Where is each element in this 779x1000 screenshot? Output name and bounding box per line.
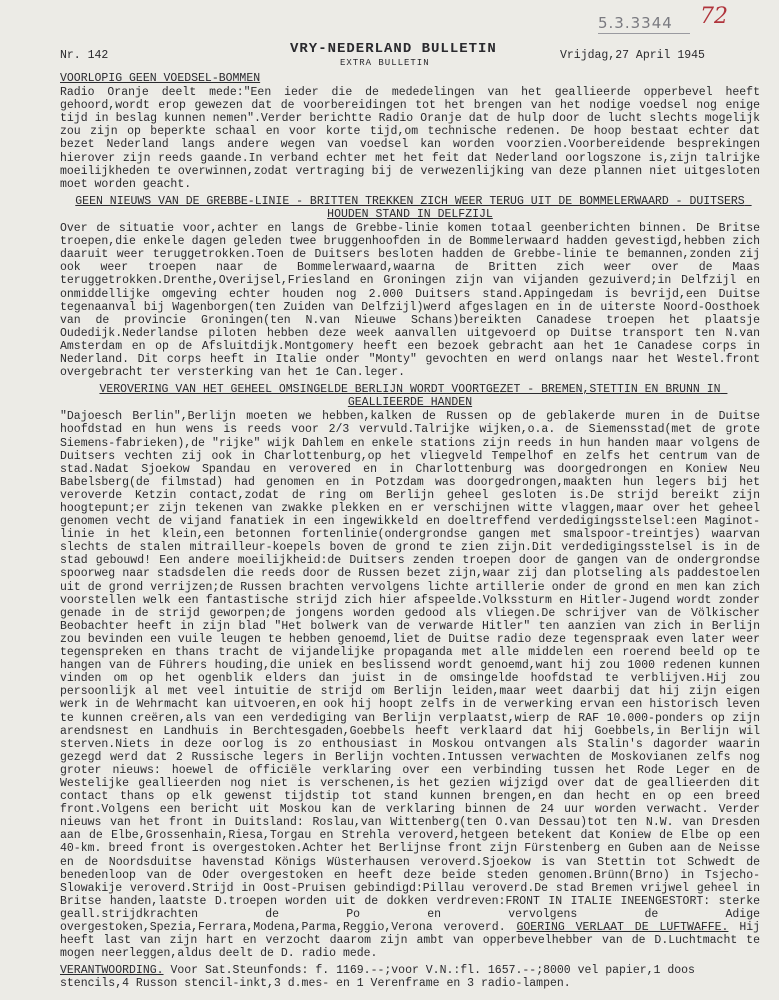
bulletin-title: VRY-NEDERLAND BULLETIN [290,41,497,57]
archive-code-underline [598,33,690,34]
section-body-text: "Dajoesch Berlin",Berlijn moeten we hebben,kalken de Russen op de geblakerde muren in de Duitse hoofdstad en hun wens is reeds voor 2/3 vervuld.Talrijke wijken,o.a. de Siemensstad(met de grote Siemens-fabrieken),de "rijke" wijk Dahlem en enkele stations zijn reeds in hun handen maar volgens de Duitsers vechten zij ook in Charlottenburg,op het vliegveld Tempelhof en zelfs het centrum van de stad.Nadat Sjoekow Spandau en verovered en in Charlottenburg was doorgedrongen en Koniew Neu Babelsberg(de filmstad) had genomen en in Potzdam was doorgedrongen,maakten hun legers bij het veroverde Ketzin contact,zodat de ring om Berlijn geheel gesloten is.De strijd bereikt zijn hoogtepunt;er zijn tekenen van zwakke plekken en er verschijnen witte vlaggen,maar over het geheel genomen vecht de vijand fanatiek in een ingewikkeld en doeltreffend verdedigingsstelsel:een Maginot-linie in het klein,een betonnen fortenlinie(ondergrondse gangen met smalspoor-treintjes) waarvan slechts de stalen mitrailleur-koepels boven de grond te zien zijn.Dit verdedigingsstelsel is in de stad gebouwd! Een andere moeilijkheid:de Duitsers zenden troepen door de gangen van de ondergrondse spoorweg naar stadsdelen die reeds door de Russen bezet zijn,waar zij dan plotseling als paddestoelen uit de grond verrijzen;de Russen brachten vervolgens lichte artillerie onder de grond en men kan zich voorstellen welk een fantastische strijd zich hier afspeelde.Volkssturm en Hitler-Jugend wordt zonder genade in de strijd geworpen;de jongens worden gedood als vliegen.De schrijver van de Völkischer Beobachter heeft in zijn blad "Het bolwerk van de verwarde Hitler" ten aanzien van zich in Berlijn zou bevinden een vuile leugen te hebben genoemd,liet de Duitse radio deze tegenspraak even later weer tegenspreken en thans tracht de vijandelijke propaganda met alle middelen een roerend beeld op te hangen van de Führers houding,die uniek en beslissend wordt genoemd,want hij zou 1000 redenen kunnen vinden om op het ogenblik elders dan juist in de omsingelde hoofdstad te verblijven.Hij zou persoonlijk al met veel intuitie de strijd om Berlijn leiden,maar weet daarbij dat hij zijn eigen werk in de Wehrmacht kan uitvoeren,en ook hij hoopt zelfs in de verwerking ervan een historisch leven te kunnen creëren,als van een verdediging van Berlijn verplaatst,wierp de RAF 10.000-ponders op zijn arendsnest en Landhuis in Berchtesgaden,Goebbels heeft verklaard dat hij Goebbels,in Berlijn wil sterven.Niets in deze oorlog is zo enthousiast in Moskou ontvangen als Stalin's dagorder waarin gezegd werd dat 2 Russische legers in Berlijn vochten.Intussen verwachten de Moskovianen zelfs nog groter nieuws: hoewel de officiële verklaring over een verbinding tussen het Rode Leger en de Westelijke geallieerden nog niet is verschenen,is het gezien wijzigd over dat de geallieerden dit contact thans op elk gewenst tijdstip tot stand kunnen brengen,en dan hecht en op een breed front.Volgens een bericht uit Moskou kan de verklaring binnen de 24 uur worden verwacht. Verder nieuws van het front in Duitsland: Roslau,van Wittenberg(ten O.van Dessau)tot ten N.W. van Dresden aan de Elbe,Grossenhain,Riesa,Torgau en Strehla veroverd,hetgeen betekent dat Koniew de Elbe op een 40-km. breed front is overgestoken.Achter het Berlijnse front zijn Fürstenberg en Guben aan de Neisse en de Noordsduitse havenstad Königs Wüsterhausen veroverd.Sjoekow is van Stettin tot Schwedt de benedenloop van de Oder overgestoken en heeft deze beide steden genomen.Brünn(Brno) in Tsjecho-Slowakije veroverd.Strijd in Oost-Pruisen gebindigd:Pillau veroverd.De stad Bremen vrijwel geheel in Britse handen,laatste D.troepen worden uit de dokken verdreven:FRONT IN ITALIE INEENGESTORT: sterke geall.strijdkrachten de Po en vervolgens de Adige overgestoken,Spezia,Ferrara,Modena,Parma,Reggio,Verona veroverd. [60,410,760,934]
section-berlin [60,383,760,960]
section-heading: VOORLOPIG GEEN VOEDSEL-BOMMEN [60,72,261,85]
goering-text: Hij heeft last van zijn hart en verzocht daarom zijn ambt van opperbevelhebber van de D.Luchtmacht te mogen neerleggen,aldus deelt de D. radio mede. [60,921,761,961]
footer-text: Voor Sat.Steunfonds: f. 1169.--;voor V.N.:fl. 1657.--;8000 vel papier,1 doos stencils,4 Russon stencil-inkt,3 d.mes- en 1 Verenframe en 3 radio-lampen. [60,964,695,991]
section-body: Radio Oranje deelt mede:"Een ieder die de mededelingen van het geallieerde opperbevel heeft gehoord,wordt erop gewezen dat de voorbereidingen tot het brengen van het nodige voedsel nog enige tijd in beslag kunnen nemen".Verder berichtte Radio Oranje dat de hulp door de lucht slechts mogelijk zou zijn op beperkte schaal en voor korte tijd,om technische redenen. De hoop bestaat echter dat bezet Nederland langs andere wegen van voedsel kan worden voorzien.Voorbereidende besprekingen hierover zijn reeds gaande.In verband echter met het feit dat Nederland oorlogszone is,zijn talrijke moeilijkheden te overwinnen,zodat vertraging bij de verwezenlijking van deze plannen niet uitgesloten moet worden geacht. [60,86,760,191]
section-grebbe-line [60,195,760,379]
issue-number: Nr. 142 [60,49,109,62]
section-heading-wrap [60,383,760,409]
footer-label: VERANTWOORDING. [60,964,164,978]
section-body [60,410,760,960]
section-body: Over de situatie voor,achter en langs de Grebbe-linie komen totaal geenberichten binnen. De Britse troepen,die enkele dagen geleden twee bruggenhoofden in de Bommelerwaard hadden gevestigd,hebben zich daaruit weer teruggetrokken.Toen de Duitsers besloten hadden de Grebbe-linie te bemannen,zonden zij ook weer troepen naar de Bommelerwaard,waarna de Britten zich weer over de Maas teruggetrokken.Drenthe,Overijsel,Friesland en Groningen zijn van vijanden gezuiverd;in Delfzijl en onmiddellijke omgeving echter houden nog 2.000 Duitsers stand.Appingedam is bevrijd,een Duitse tegenaanval bij Wagenborgen(ten Zuiden van Delfzijl)werd afgeslagen en in de uiterste Noord-Oosthoek van de provincie Groningen(ten N.van Nieuwe Schans)bereikten Canadese troepen het plaatsje Oudedijk.Nederlandse piloten hebben deze week aanvallen uitgevoerd op Duitse transport ten N.van Amsterdam en op de Afsluitdijk.Montgomery heeft een bezoek gebracht aan het 1e Canadese corps in Nederland. Dit corps heeft in Italie onder "Monty" gevochten en werd onlangs naar het Westel.front overgebracht ter versterking van het 1e Can.leger. [60,222,760,380]
bulletin-content [60,72,760,990]
accountability-footer [60,964,760,990]
archive-code: 5.3.3344 [598,14,673,32]
section-heading-wrap [60,195,760,221]
section-food [60,72,760,191]
issue-date: Vrijdag,27 April 1945 [560,49,705,62]
bulletin-subtitle: EXTRA BULLETIN [340,58,430,68]
subheading-goering: GOERING VERLAAT DE LUFTWAFFE. [516,921,729,934]
archive-handwritten-number: 72 [700,4,728,29]
section-heading: VEROVERING VAN HET GEHEEL OMSINGELDE BERLIJN WORDT VOORTGEZET - BREMEN,STETTIN EN BRUNN IN GEALLIEERDE HANDEN [99,383,728,410]
section-heading: GEEN NIEUWS VAN DE GREBBE-LINIE - BRITTEN TREKKEN ZICH WEER TERUG UIT DE BOMMELERWAARD - DUITSERS HOUDEN STAND IN DELFZIJL [75,194,752,221]
masthead [60,38,760,74]
